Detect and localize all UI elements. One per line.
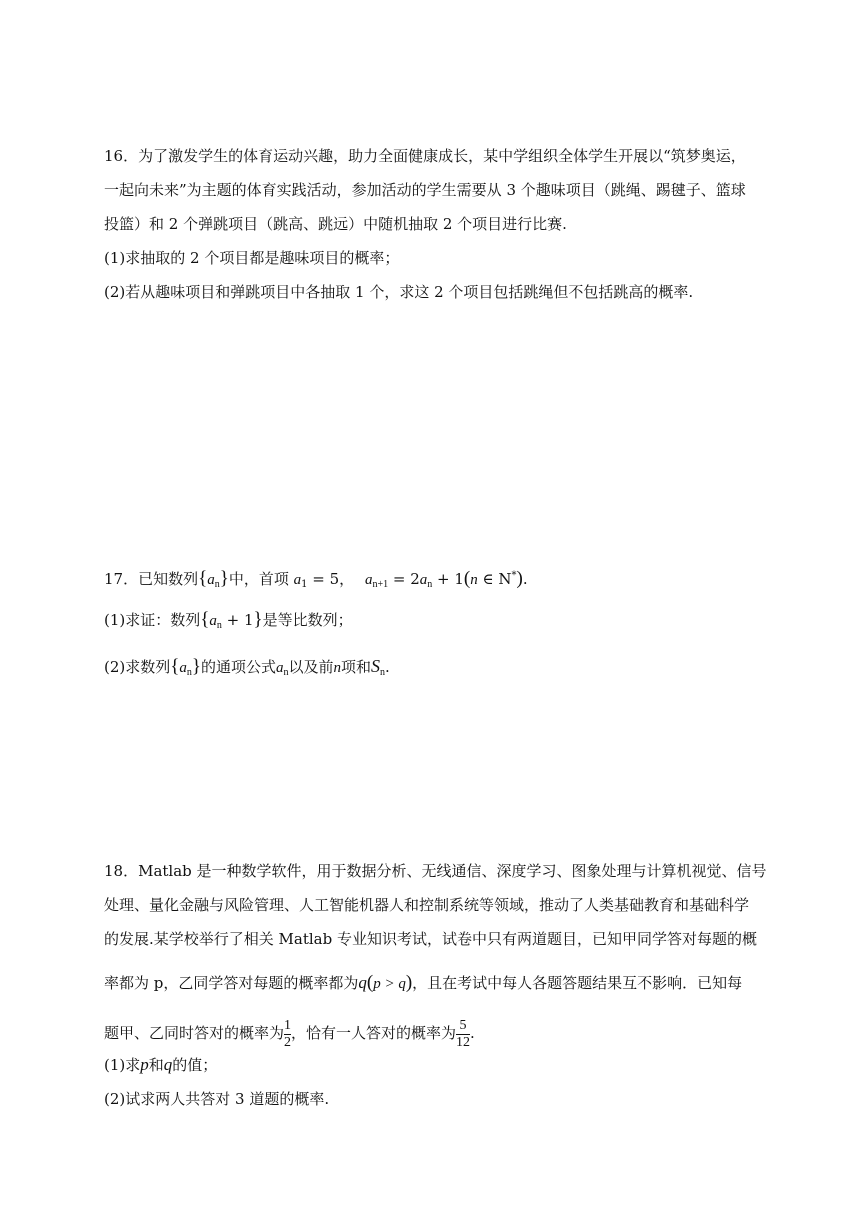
recurrence-rhs-sub: n [427,579,433,590]
q16-stem-line-3: 投篮）和 2 个弹跳项目（跳高、跳远）中随机抽取 2 个项目进行比赛. [104,215,567,233]
p2-sub: n [186,667,192,678]
fraction-one-half-num: 1 [284,1017,292,1033]
p2-S-sub: n [380,667,386,678]
cond-paren-close: ) [516,568,523,589]
q16-stem-line-1: 16．为了激发学生的体育运动兴趣，助力全面健康成长，某中学组织全体学生开展以“筑梦奥运， [104,147,746,165]
cond-close-paren: ) [405,972,413,993]
sequence-brace: { [198,568,208,589]
q17-part-1 [104,610,353,636]
q17-part-2-end: . [385,658,390,676]
cond-star: * [511,570,517,581]
q18-line-5-prefix: 题甲、乙同时答对的概率为 [104,1024,285,1042]
p2-brace-open: { [170,656,180,677]
cond-paren-open: ( [463,568,471,589]
p2-S: S [371,656,381,676]
q18-p-var: p [140,1055,149,1074]
recurrence-rhs-var: a [419,572,428,588]
a1-sub: 1 [301,579,308,590]
q18-part-2: (2)试求两人共答对 3 道题的概率. [104,1090,330,1108]
q17-stem [104,566,528,595]
q17-part-2 [104,656,390,683]
q17-stem-end: . [522,570,528,588]
fraction-five-twelfths [456,1018,470,1051]
q16-part-2: (2)若从趣味项目和弹跳项目中各抽取 1 个，求这 2 个项目包括跳绳但不包括跳高的概率. [104,283,694,301]
recurrence-plus: + 1 [432,570,464,588]
q18-part-1-suffix: 的值； [172,1056,218,1074]
recurrence-lhs-var: a [364,572,373,588]
cond-in: ∈ N [477,570,512,588]
q18-part-1-and: 和 [148,1056,164,1074]
p1-brace-close: } [253,609,263,630]
p2-n: n [333,660,342,676]
q18-stem-line-3: 的发展.某学校举行了相关 Matlab 专业知识考试，试卷中只有两道题目，已知甲同学答对每题的概 [104,930,757,948]
q18-stem-line-5 [104,1013,475,1053]
q18-stem-line-1: 18．Matlab 是一种数学软件，用于数据分析、无线通信、深度学习、图象处理与计算机视觉、信号 [104,862,767,880]
q18-stem-line-4 [104,973,742,994]
p1-plus: + 1 [221,611,254,629]
q17-stem-prefix: 17．已知数列 [104,570,199,588]
recurrence-equals: = 2 [388,570,420,588]
q18-line-4-prefix: 率都为 p，乙同学答对每题的概率都为 [104,974,359,992]
p1-brace-open: { [200,609,210,630]
q18-stem-line-2: 处理、量化金融与风险管理、人工智能机器人和控制系统等领域，推动了人类基础教育和基础科学 [104,896,750,914]
sequence-brace-close: } [219,568,229,589]
q18-part-1 [104,1055,217,1075]
p2-an-sub: n [283,667,289,678]
q17-comma: ， [339,570,355,588]
q18-line-5-mid: ，恰有一人答对的概率为 [291,1024,457,1042]
sequence-var: a [207,572,215,588]
q18-line-5-end: . [470,1024,475,1042]
fraction-five-twelfths-num: 5 [459,1017,467,1033]
p2-brace-close: } [191,656,201,677]
q17-part-1-prefix: (1)求证：数列 [104,611,201,629]
q18-q-var-2: q [163,1055,173,1074]
a1-value: = 5 [307,570,340,588]
q18-part-1-prefix: (1)求 [104,1056,141,1074]
q17-part-2-mid: 的通项公式 [201,658,277,676]
q18-q-var: q [358,973,367,992]
a1-var: a [293,572,302,588]
fraction-one-half-den: 2 [284,1034,292,1050]
q17-stem-middle: 中，首项 [228,570,289,588]
p2-an-var: a [276,660,284,676]
q17-part-1-suffix: 是等比数列； [262,611,353,629]
sequence-sub: n [214,579,220,590]
fraction-five-twelfths-den: 12 [456,1034,471,1050]
q16-stem-line-2: 一起向未来”为主题的体育实践活动，参加活动的学生需要从 3 个趣味项目（跳绳、踢毽子、篮球 [104,181,746,199]
recurrence-lhs-sub: n+1 [372,579,389,590]
q18-condition: p > q [373,976,406,992]
p1-sub: n [216,620,222,631]
cond-n: n [470,572,478,588]
q17-part-2-mid3: 项和 [341,658,372,676]
cond-open-paren: ( [366,972,374,993]
q17-part-2-mid2: 以及前 [288,658,334,676]
q17-part-2-prefix: (2)求数列 [104,658,171,676]
fraction-one-half [284,1018,291,1051]
p1-var: a [209,613,217,629]
q16-part-1: (1)求抽取的 2 个项目都是趣味项目的概率； [104,249,400,267]
p2-var: a [179,660,187,676]
q18-line-4-suffix: ，且在考试中每人各题答题结果互不影响．已知每 [412,974,743,992]
